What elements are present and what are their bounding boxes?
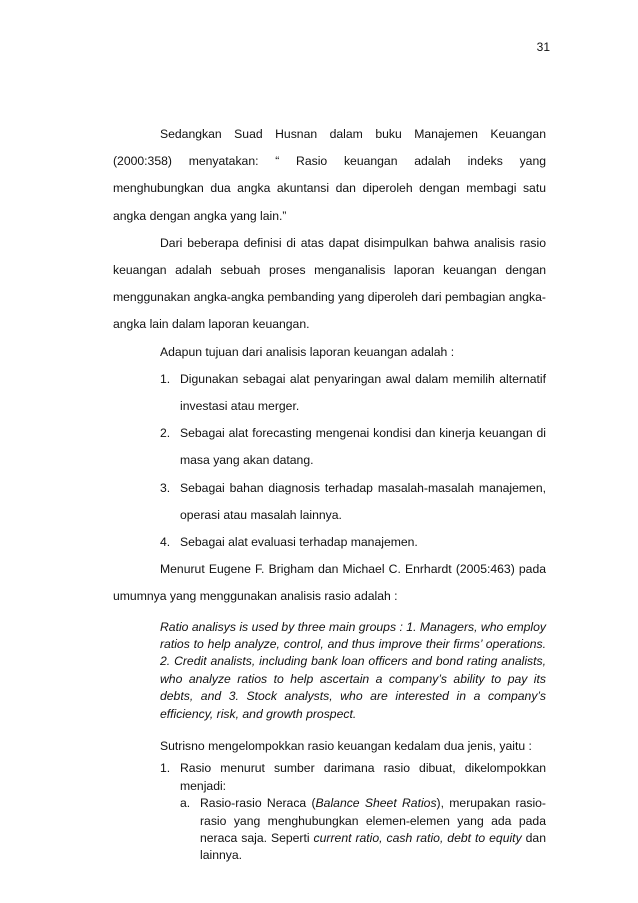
block-quote: Ratio analisys is used by three main groups : 1. Managers, who employ ratios to help analyze, control, and thus improve their firms’ operations. 2. Credit analists, including bank loan officers and bond rating analists, who analyze ratios to help ascertain a company’s ability to pay its debts, and 3. Stock analysts, who are interested in a company’s efficiency, risk, and growth prospect. [160, 619, 546, 721]
list-item: 4. Sebagai alat evaluasi terhadap manajemen. [160, 535, 418, 550]
paragraph-brigham: Menurut Eugene F. Brigham dan Michael C. Enrhardt (2005:463) pada umumnya yang menggunakan analisis rasio adalah : [113, 562, 546, 604]
page-body [113, 121, 546, 865]
paragraph-conclusion: Dari beberapa definisi di atas dapat disimpulkan bahwa analisis rasio keuangan adalah sebuah proses menganalisis laporan keuangan dengan menggunakan angka-angka pembanding yang diperoleh dari pembagian angka-angka lain dalam laporan keuangan. [113, 235, 546, 332]
sub-list-item: a. Rasio-rasio Neraca (Balance Sheet Ratios), merupakan rasio-rasio yang menghubungkan elemen-elemen yang ada pada neraca saja. Seperti current ratio, cash ratio, debt to equity dan lainnya. [180, 795, 546, 865]
list-item: 3. Sebagai bahan diagnosis terhadap masalah-masalah manajemen, operasi atau masalah lainnya. [160, 480, 546, 522]
paragraph-sutrisno: Sutrisno mengelompokkan rasio keuangan kedalam dua jenis, yaitu : [160, 739, 532, 754]
page-number: 31 [536, 40, 550, 54]
list-item: 1. Digunakan sebagai alat penyaringan awal dalam memilih alternatif investasi atau merger. [160, 371, 546, 414]
ratio-type-list [160, 760, 546, 864]
purpose-list [113, 366, 546, 556]
sub-item-text: Rasio-rasio Neraca (Balance Sheet Ratios), merupakan rasio-rasio yang menghubungkan elemen-elemen yang ada pada neraca saja. Seperti current ratio, cash ratio, debt to equity dan lainnya. [200, 796, 546, 863]
list-item: 1. Rasio menurut sumber darimana rasio dibuat, dikelompokkan menjadi: [160, 761, 546, 793]
paragraph-purpose-intro: Adapun tujuan dari analisis laporan keuangan adalah : [160, 344, 455, 359]
list-item: 2. Sebagai alat forecasting mengenai kondisi dan kinerja keuangan di masa yang akan datang. [160, 426, 546, 468]
paragraph-husnan-quote: Sedangkan Suad Husnan dalam buku Manajemen Keuangan (2000:358) menyatakan: “ Rasio keuangan adalah indeks yang menghubungkan dua angka akuntansi dan diperoleh dengan membagi satu angka dengan angka yang lain.” [113, 127, 546, 223]
